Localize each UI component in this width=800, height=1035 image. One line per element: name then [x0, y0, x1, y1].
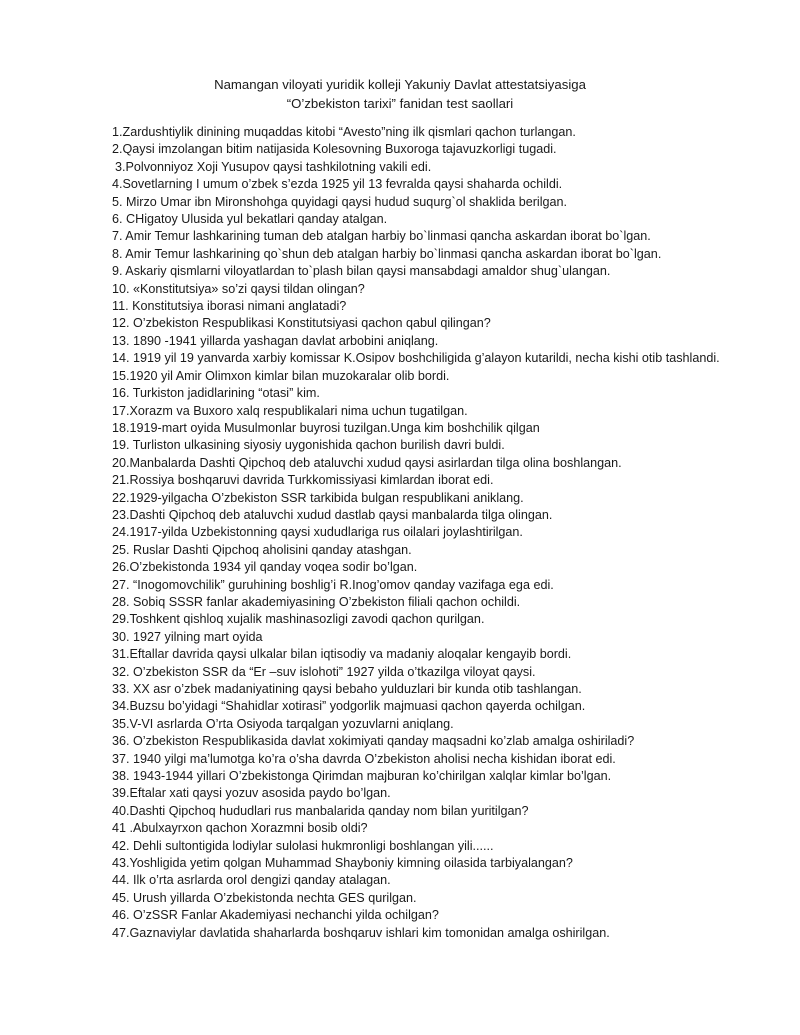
question-item: 33. XX asr o’zbek madaniyatining qaysi bebaho yulduzlari bir kunda otib tashlangan. — [112, 682, 582, 696]
question-item: 2.Qaysi imzolangan bitim natijasida Kolesovning Buxoroga tajavuzkorligi tugadi. — [112, 142, 557, 157]
question-item: 32. O’zbekiston SSR da “Er –suv islohoti” 1927 yilda o’tkazilga viloyat qaysi. — [112, 664, 536, 679]
question-item: 46. O’zSSR Fanlar Akademiyasi nechanchi yilda ochilgan? — [112, 908, 439, 923]
question-item: 13. 1890 -1941 yillarda yashagan davlat arbobini aniqlang. — [112, 333, 439, 348]
question-item: 30. 1927 yilning mart oyida — [112, 629, 263, 644]
question-item: 28. Sobiq SSSR fanlar akademiyasining O’zbekiston filiali qachon ochildi. — [112, 594, 521, 609]
question-item: 6. CHigatoy Ulusida yul bekatlari qanday atalgan. — [112, 212, 388, 227]
question-item: 29.Toshkent qishloq xujalik mashinasozligi zavodi qachon qurilgan. — [112, 612, 485, 627]
question-item: 37. 1940 yilgi ma’lumotga ko’ra o’sha davrda O’zbekiston aholisi necha kishidan iborat edi. — [112, 751, 616, 766]
question-item: 21.Rossiya boshqaruvi davrida Turkkomissiyasi kimlardan iborat edi. — [112, 473, 494, 488]
question-item: 35.V-VI asrlarda O’rta Osiyoda tarqalgan yozuvlarni aniqlang. — [112, 716, 454, 731]
question-item: 42. Dehli sultontigida lodiylar sulolasi hukmronligi boshlangan yili...... — [112, 838, 494, 853]
question-item: 38. 1943-1944 yillari O’zbekistonga Qirimdan majburan ko’chirilgan xalqlar kimlar bo’lgan. — [112, 769, 612, 784]
question-item: 31.Eftallar davrida qaysi ulkalar bilan iqtisodiy va madaniy aloqalar kengayib bordi. — [112, 647, 572, 662]
question-item: 4.Sovetlarning I umum o’zbek s’ezda 1925 yil 13 fevralda qaysi shaharda ochildi. — [112, 177, 563, 192]
question-item: 24.1917-yilda Uzbekistonning qaysi xududlariga rus oilalari joylashtirilgan. — [112, 525, 523, 540]
question-item: 47.Gaznaviylar davlatida shaharlarda boshqaruv ishlari kim tomonidan amalga oshirilgan. — [112, 925, 610, 940]
question-item: 44. Ilk o’rta asrlarda orol dengizi qanday atalagan. — [112, 873, 391, 888]
question-item: 11. Konstitutsiya iborasi nimani anglatadi? — [112, 299, 347, 314]
question-item: 9. Askariy qismlarni viloyatlardan to`plash bilan qaysi mansabdagi amaldor shug`ulangan. — [112, 264, 611, 279]
document-header — [0, 75, 800, 113]
question-item: 19. Turliston ulkasining siyosiy uygonishida qachon burilish davri buldi. — [112, 438, 505, 453]
question-item: 20.Manbalarda Dashti Qipchoq deb ataluvchi xudud qaysi asirlardan tilga olina boshlangan. — [112, 455, 622, 470]
question-item: 14. 1919 yil 19 yanvarda xarbiy komissar K.Osipov boshchiligida g’alayon kutarildi, necha kishi otib tashlandi. — [112, 351, 720, 366]
question-item: 16. Turkiston jadidlarining “otasi” kim. — [112, 386, 320, 401]
question-item: 12. O’zbekiston Respublikasi Konstitutsiyasi qachon qabul qilingan? — [112, 316, 491, 331]
question-item: 39.Eftalar xati qaysi yozuv asosida paydo bo’lgan. — [112, 786, 391, 801]
question-item: 23.Dashti Qipchoq deb ataluvchi xudud dastlab qaysi manbalarda tilga olingan. — [112, 507, 553, 522]
question-item: 5. Mirzo Umar ibn Mironshohga quyidagi qaysi hudud suqurg`ol shaklida berilgan. — [112, 194, 568, 209]
question-item: 18.1919-mart oyida Musulmonlar buyrosi tuzilgan.Unga kim boshchilik qilgan — [112, 420, 540, 435]
question-item: 10. «Konstitutsiya» so’zi qaysi tildan olingan? — [112, 281, 365, 296]
question-item: 17.Xorazm va Buxoro xalq respublikalari nima uchun tugatilgan. — [112, 403, 468, 418]
question-item: 43.Yoshligida yetim qolgan Muhammad Shayboniy kimning oilasida tarbiyalangan? — [112, 856, 573, 871]
question-item: 8. Amir Temur lashkarining qo`shun deb atalgan harbiy bo`linmasi qancha askardan iborat bo`lgan. — [112, 246, 662, 261]
question-list — [112, 124, 792, 942]
question-item: 40.Dashti Qipchoq hududlari rus manbalarida qanday nom bilan yuritilgan? — [112, 803, 529, 818]
question-item: 34.Buzsu bo’yidagi “Shahidlar xotirasi” yodgorlik majmuasi qachon qayerda ochilgan. — [112, 699, 586, 714]
question-item: 7. Amir Temur lashkarining tuman deb atalgan harbiy bo`linmasi qancha askardan iborat bo`lgan. — [112, 229, 651, 244]
question-item: 1.Zardushtiylik dinining muqaddas kitobi “Avesto”ning ilk qismlari qachon turlangan. — [112, 125, 576, 139]
question-item: 26.O’zbekistonda 1934 yil qanday voqea sodir bo’lgan. — [112, 560, 418, 575]
question-item: 41 .Abulxayrxon qachon Xorazmni bosib oldi? — [112, 821, 368, 836]
question-item: 15.1920 yil Amir Olimxon kimlar bilan muzokaralar olib bordi. — [112, 368, 450, 383]
question-item: 27. “Inogomovchilik” guruhining boshlig’i R.Inog’omov qanday vazifaga ega edi. — [112, 577, 554, 592]
header-title-line-2: “O’zbekiston tarixi” fanidan test saollari — [286, 96, 514, 111]
question-item: 25. Ruslar Dashti Qipchoq aholisini qanday atashgan. — [112, 542, 412, 557]
question-item: 22.1929-yilgacha O’zbekiston SSR tarkibida bulgan respublikani aniklang. — [112, 490, 524, 505]
question-item: 36. O’zbekiston Respublikasida davlat xokimiyati qanday maqsadni ko’zlab amalga oshiriladi? — [112, 734, 635, 749]
question-item: 3.Polvonniyoz Xoji Yusupov qaysi tashkilotning vakili edi. — [115, 159, 432, 174]
header-title-line-1: Namangan viloyati yuridik kolleji Yakuniy Davlat attestatsiyasiga — [214, 77, 586, 92]
question-item: 45. Urush yillarda O’zbekistonda nechta GES qurilgan. — [112, 890, 417, 905]
